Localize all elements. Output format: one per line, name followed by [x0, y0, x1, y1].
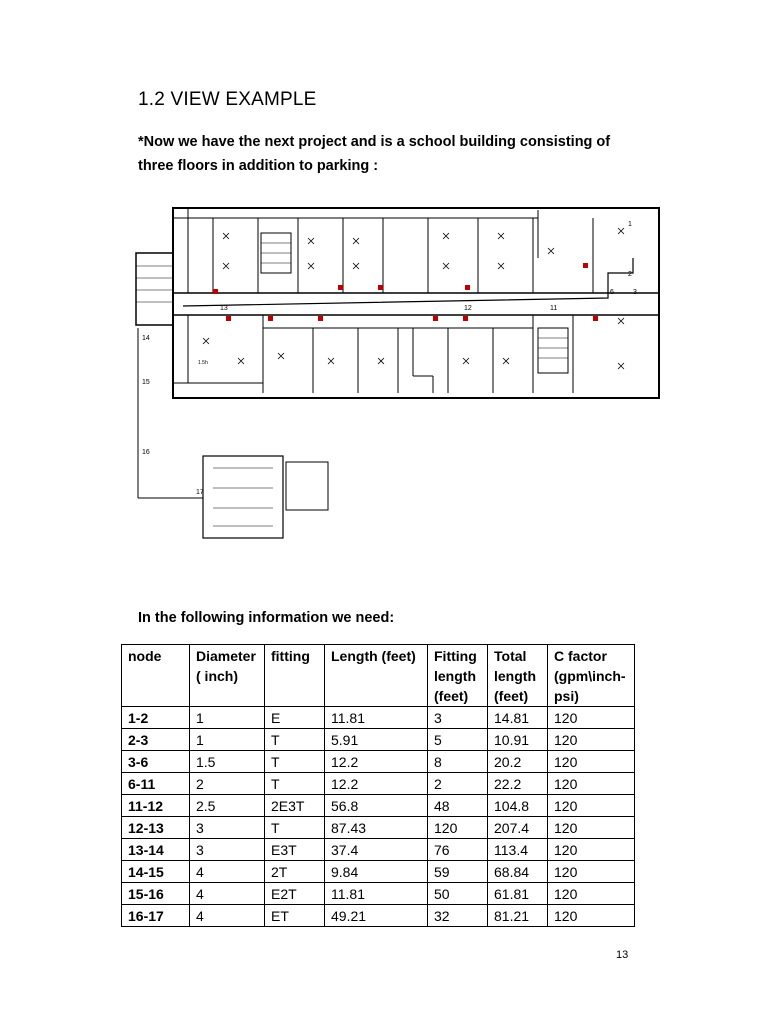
cell-fitting: T — [265, 729, 325, 751]
section-heading: 1.2 VIEW EXAMPLE — [138, 89, 317, 110]
node-label-11: 11 — [550, 305, 558, 312]
cell-total-length: 81.21 — [488, 905, 548, 927]
cell-c-factor: 120 — [548, 751, 635, 773]
cell-c-factor: 120 — [548, 773, 635, 795]
table-header-row — [122, 645, 635, 707]
cell-c-factor: 120 — [548, 817, 635, 839]
node-label-3: 3 — [633, 289, 637, 296]
node-label-15: 15 — [142, 379, 150, 386]
cell-total-length: 113.4 — [488, 839, 548, 861]
table-row — [122, 905, 635, 927]
table-row — [122, 795, 635, 817]
cell-fitting-length: 120 — [428, 817, 488, 839]
cell-c-factor: 120 — [548, 861, 635, 883]
cell-diameter: 4 — [190, 905, 265, 927]
cell-c-factor: 120 — [548, 905, 635, 927]
cell-fitting: E — [265, 707, 325, 729]
node-label-13: 13 — [220, 305, 228, 312]
node-label-14: 14 — [142, 335, 150, 342]
cell-total-length: 20.2 — [488, 751, 548, 773]
cell-length: 5.91 — [325, 729, 428, 751]
cell-c-factor: 120 — [548, 729, 635, 751]
cell-node: 16-17 — [122, 905, 190, 927]
node-label-17: 17 — [196, 489, 204, 496]
cell-c-factor: 120 — [548, 883, 635, 905]
cell-length: 12.2 — [325, 751, 428, 773]
cell-total-length: 68.84 — [488, 861, 548, 883]
header-fitting: fitting — [265, 645, 325, 707]
cell-length: 37.4 — [325, 839, 428, 861]
cell-node: 3-6 — [122, 751, 190, 773]
cell-fitting-length: 76 — [428, 839, 488, 861]
cell-length: 12.2 — [325, 773, 428, 795]
cell-total-length: 14.81 — [488, 707, 548, 729]
cell-fitting-length: 50 — [428, 883, 488, 905]
cell-fitting-length: 59 — [428, 861, 488, 883]
cell-c-factor: 120 — [548, 795, 635, 817]
node-label-16: 16 — [142, 449, 150, 456]
table-row — [122, 839, 635, 861]
pipe-data-table — [121, 644, 635, 927]
cell-fitting: T — [265, 773, 325, 795]
cell-node: 15-16 — [122, 883, 190, 905]
header-fitting-length: Fitting length (feet) — [428, 645, 488, 707]
node-label-6: 6 — [610, 289, 614, 296]
table-row — [122, 773, 635, 795]
node-label-1: 1 — [628, 221, 632, 228]
cell-fitting-length: 5 — [428, 729, 488, 751]
cell-diameter: 1.5 — [190, 751, 265, 773]
cell-length: 11.81 — [325, 707, 428, 729]
cell-total-length: 61.81 — [488, 883, 548, 905]
cell-diameter: 2 — [190, 773, 265, 795]
cell-diameter: 3 — [190, 817, 265, 839]
table-row — [122, 861, 635, 883]
cell-node: 11-12 — [122, 795, 190, 817]
cell-c-factor: 120 — [548, 839, 635, 861]
cell-total-length: 22.2 — [488, 773, 548, 795]
pipe-size-label: 1.5h — [198, 360, 208, 366]
header-total-length: Total length (feet) — [488, 645, 548, 707]
cell-fitting-length: 48 — [428, 795, 488, 817]
cell-fitting: T — [265, 817, 325, 839]
cell-fitting: 2E3T — [265, 795, 325, 817]
cell-node: 2-3 — [122, 729, 190, 751]
header-c-factor: C factor (gpm\inch-psi) — [548, 645, 635, 707]
node-label-12: 12 — [464, 305, 472, 312]
cell-length: 11.81 — [325, 883, 428, 905]
cell-total-length: 10.91 — [488, 729, 548, 751]
cell-node: 6-11 — [122, 773, 190, 795]
cell-node: 1-2 — [122, 707, 190, 729]
cell-diameter: 4 — [190, 861, 265, 883]
cell-length: 49.21 — [325, 905, 428, 927]
cell-fitting: ET — [265, 905, 325, 927]
cell-node: 12-13 — [122, 817, 190, 839]
cell-node: 14-15 — [122, 861, 190, 883]
cell-diameter: 2.5 — [190, 795, 265, 817]
cell-total-length: 104.8 — [488, 795, 548, 817]
cell-fitting: 2T — [265, 861, 325, 883]
cell-length: 9.84 — [325, 861, 428, 883]
cell-c-factor: 120 — [548, 707, 635, 729]
cell-diameter: 1 — [190, 729, 265, 751]
header-length: Length (feet) — [325, 645, 428, 707]
cell-fitting: E3T — [265, 839, 325, 861]
cell-fitting-length: 32 — [428, 905, 488, 927]
cell-fitting-length: 2 — [428, 773, 488, 795]
cell-total-length: 207.4 — [488, 817, 548, 839]
table-row — [122, 751, 635, 773]
intro-paragraph: *Now we have the next project and is a school building consisting of three floors in addition to parking : — [138, 134, 611, 174]
node-label-2: 2 — [628, 271, 632, 278]
table-row — [122, 817, 635, 839]
cell-node: 13-14 — [122, 839, 190, 861]
cell-diameter: 3 — [190, 839, 265, 861]
floor-plan-drawing — [128, 198, 663, 543]
cell-fitting: E2T — [265, 883, 325, 905]
table-row — [122, 729, 635, 751]
page-number: 13 — [616, 949, 629, 961]
table-row — [122, 883, 635, 905]
cell-diameter: 1 — [190, 707, 265, 729]
header-node: node — [122, 645, 190, 707]
cell-diameter: 4 — [190, 883, 265, 905]
table-row — [122, 707, 635, 729]
requirement-text: In the following information we need: — [138, 610, 395, 626]
cell-fitting: T — [265, 751, 325, 773]
cell-length: 56.8 — [325, 795, 428, 817]
header-diameter: Diameter ( inch) — [190, 645, 265, 707]
cell-fitting-length: 3 — [428, 707, 488, 729]
cell-length: 87.43 — [325, 817, 428, 839]
cell-fitting-length: 8 — [428, 751, 488, 773]
